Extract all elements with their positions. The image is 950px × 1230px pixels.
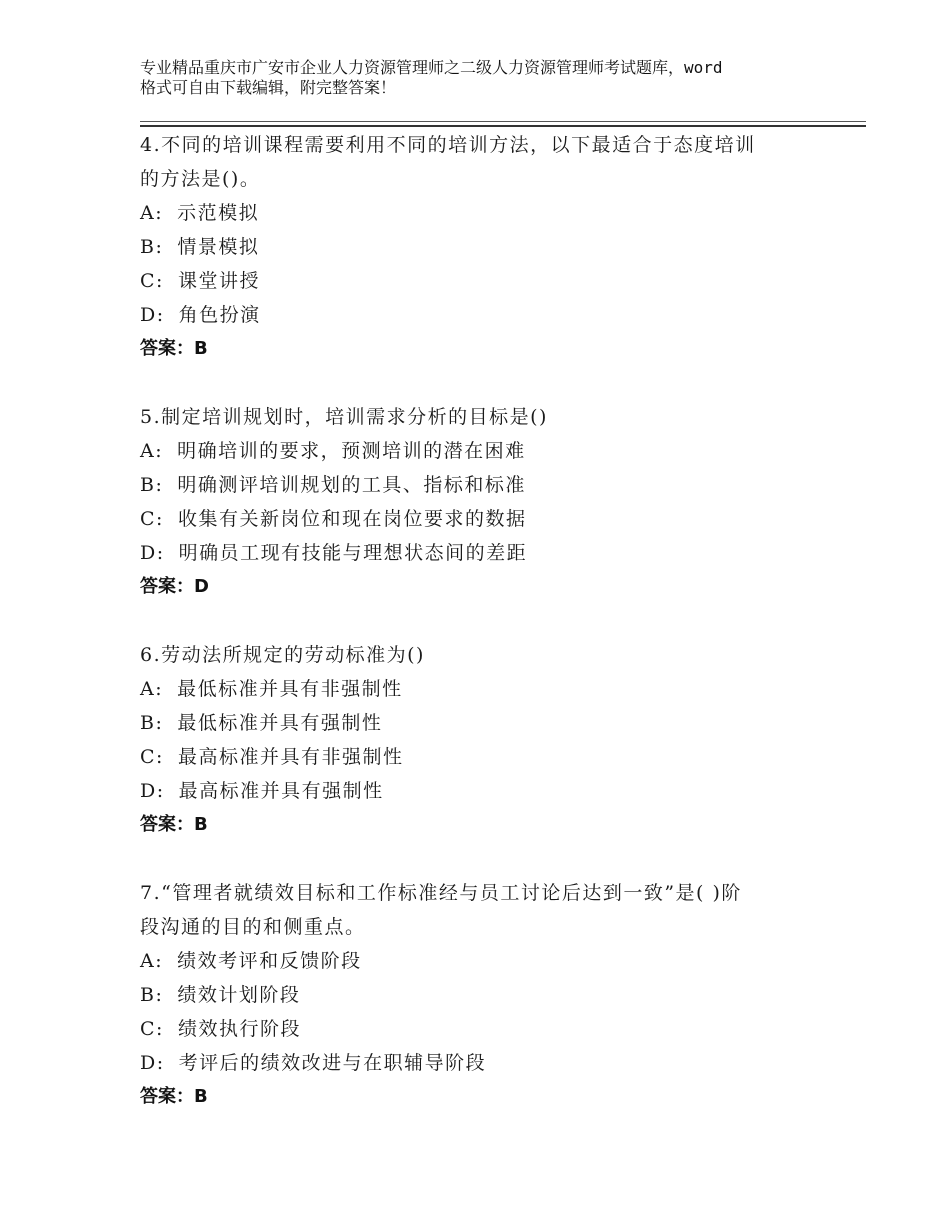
option-label: B: [140, 984, 164, 1006]
question-spacer [140, 604, 840, 638]
question-7 [140, 876, 840, 1114]
option-text: 最高标准并具有非强制性 [177, 746, 404, 768]
option-text: 情景模拟 [177, 236, 260, 258]
option-text: 最低标准并具有非强制性 [177, 678, 403, 700]
option-text: 收集有关新岗位和现在岗位要求的数据 [177, 508, 527, 530]
option-label: C: [140, 508, 164, 530]
option-text: 明确员工现有技能与理想状态间的差距 [178, 542, 528, 564]
option-b [140, 230, 840, 264]
question-6 [140, 638, 840, 842]
question-stem-line: 段沟通的目的和侧重点。 [140, 916, 366, 938]
question-stem-line: 4.不同的培训课程需要利用不同的培训方法，以下最适合于态度培训 [140, 134, 756, 156]
option-a [140, 672, 840, 706]
option-d [140, 536, 840, 570]
option-text: 绩效执行阶段 [177, 1018, 301, 1040]
option-text: 示范模拟 [177, 202, 260, 224]
option-label: B: [140, 474, 164, 496]
option-a [140, 196, 840, 230]
option-text: 最低标准并具有强制性 [177, 712, 383, 734]
option-c [140, 264, 840, 298]
document-header [140, 58, 840, 98]
question-spacer [140, 366, 840, 400]
question-stem-line: 的方法是()。 [140, 168, 261, 190]
option-c [140, 1012, 840, 1046]
option-d [140, 774, 840, 808]
question-stem-line: 6.劳动法所规定的劳动标准为() [140, 644, 425, 666]
option-label: C: [140, 1018, 164, 1040]
header-line-1: 专业精品重庆市广安市企业人力资源管理师之二级人力资源管理师考试题库，word [140, 58, 723, 77]
option-label: D: [140, 542, 165, 564]
answer-line: 答案：B [140, 814, 208, 835]
option-d [140, 298, 840, 332]
question-stem-line: 7.“管理者就绩效目标和工作标准经与员工讨论后达到一致”是( )阶 [140, 882, 742, 904]
option-label: A: [140, 440, 164, 462]
option-text: 明确培训的要求，预测培训的潜在困难 [177, 440, 526, 462]
option-label: C: [140, 746, 164, 768]
header-line-2: 格式可自由下载编辑，附完整答案！ [140, 78, 397, 97]
answer-line: 答案：D [140, 576, 209, 597]
option-a [140, 434, 840, 468]
option-label: D: [140, 304, 165, 326]
option-label: A: [140, 202, 164, 224]
option-text: 课堂讲授 [177, 270, 260, 292]
header-divider-thick [140, 125, 866, 127]
option-label: D: [140, 780, 165, 802]
option-label: D: [140, 1052, 165, 1074]
option-text: 考评后的绩效改进与在职辅导阶段 [178, 1052, 487, 1074]
option-c [140, 502, 840, 536]
option-label: C: [140, 270, 164, 292]
option-label: B: [140, 712, 164, 734]
option-label: A: [140, 950, 164, 972]
answer-line: 答案：B [140, 338, 208, 359]
option-text: 最高标准并具有强制性 [178, 780, 384, 802]
option-b [140, 706, 840, 740]
option-b [140, 468, 840, 502]
question-stem-line: 5.制定培训规划时，培训需求分析的目标是() [140, 406, 548, 428]
question-list [140, 128, 840, 1114]
option-c [140, 740, 840, 774]
header-divider-thin [140, 121, 866, 122]
question-4 [140, 128, 840, 366]
option-text: 明确测评培训规划的工具、指标和标准 [177, 474, 526, 496]
option-label: B: [140, 236, 164, 258]
option-d [140, 1046, 840, 1080]
question-spacer [140, 842, 840, 876]
answer-line: 答案：B [140, 1086, 208, 1107]
option-text: 绩效计划阶段 [177, 984, 301, 1006]
option-label: A: [140, 678, 164, 700]
option-text: 绩效考评和反馈阶段 [177, 950, 362, 972]
option-b [140, 978, 840, 1012]
question-5 [140, 400, 840, 604]
option-a [140, 944, 840, 978]
option-text: 角色扮演 [178, 304, 261, 326]
